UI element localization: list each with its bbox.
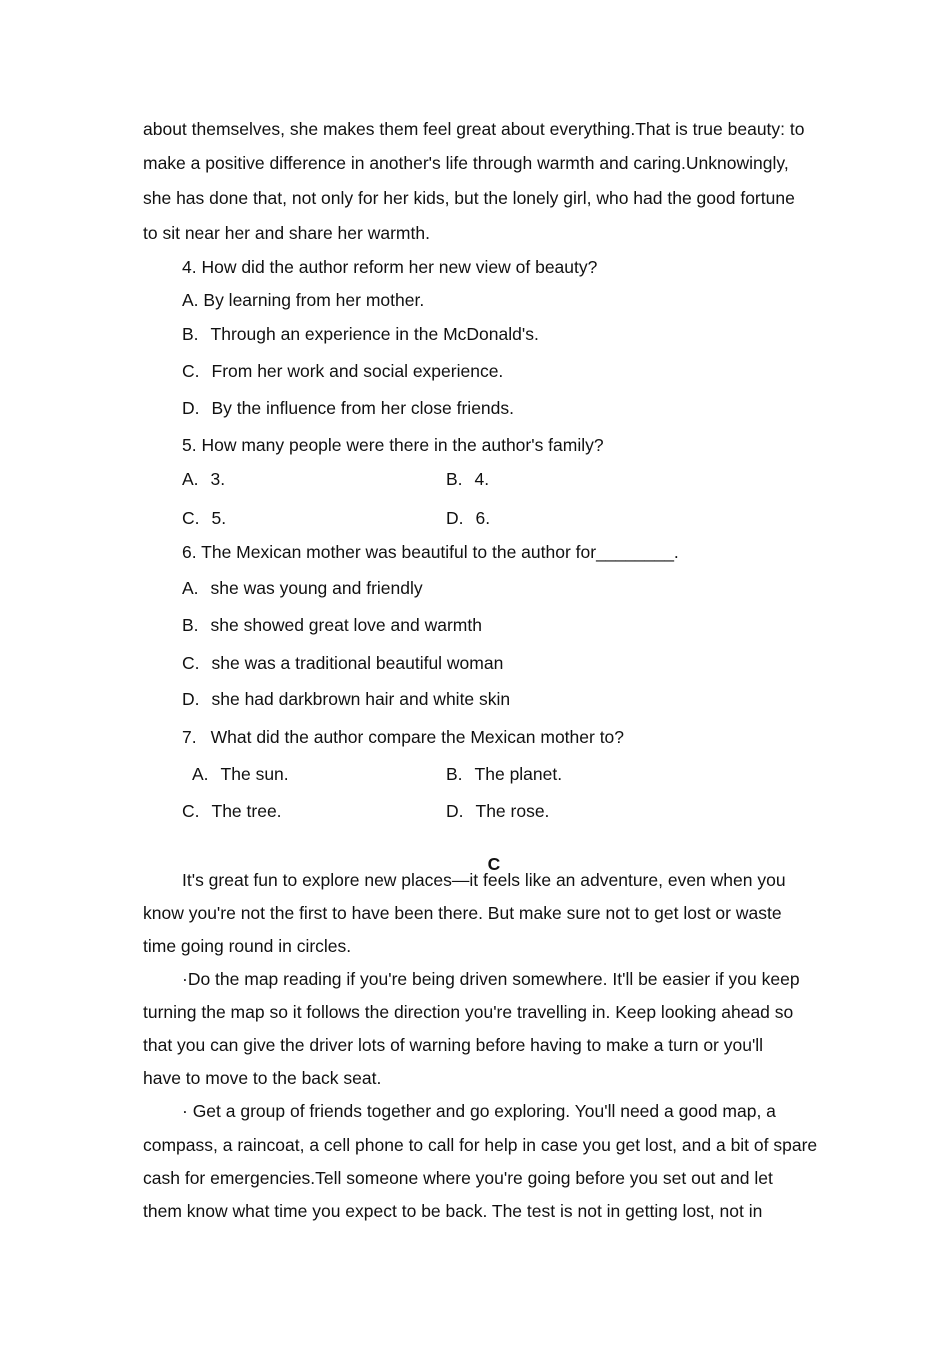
- passage-line: have to move to the back seat.: [143, 1068, 382, 1088]
- option-text: The sun.: [220, 764, 289, 784]
- option-label: D.: [182, 398, 200, 418]
- option-label: B.: [182, 615, 199, 635]
- option-label: C.: [182, 508, 200, 528]
- option-label: C.: [182, 361, 200, 381]
- option-label: A.: [182, 469, 199, 489]
- option-label: C.: [182, 653, 200, 673]
- question-number: 7.: [182, 727, 197, 747]
- passage-line: to sit near her and share her warmth.: [143, 223, 430, 243]
- option-label: A.: [182, 578, 199, 598]
- passage-line: compass, a raincoat, a cell phone to call for help in case you get lost, and a bit of spare: [143, 1135, 818, 1155]
- question-4-option-b: [182, 323, 539, 345]
- question-text: What did the author compare the Mexican mother to?: [210, 727, 625, 747]
- question-5-option-c: [182, 507, 226, 529]
- question-7-option-a: [192, 763, 289, 785]
- question-7-option-c: [182, 800, 282, 822]
- passage-line: make a positive difference in another's life through warmth and caring.Unknowingly,: [143, 153, 789, 173]
- option-text: she was young and friendly: [210, 578, 423, 598]
- option-text: 5.: [211, 508, 227, 528]
- option-text: From her work and social experience.: [211, 361, 504, 381]
- question-4-option-c: [182, 360, 503, 382]
- question-5-option-b: [446, 468, 489, 490]
- option-text: 6.: [475, 508, 491, 528]
- question-6-stem: 6. The Mexican mother was beautiful to the author for________.: [182, 542, 679, 562]
- question-4-option-a: A. By learning from her mother.: [182, 290, 425, 310]
- option-label: D.: [446, 508, 464, 528]
- option-text: she was a traditional beautiful woman: [211, 653, 504, 673]
- passage-line: cash for emergencies.Tell someone where you're going before you set out and let: [143, 1168, 773, 1188]
- option-label: B.: [446, 469, 463, 489]
- question-5-stem: 5. How many people were there in the author's family?: [182, 435, 604, 455]
- passage-line: that you can give the driver lots of warning before having to make a turn or you'll: [143, 1035, 764, 1055]
- passage-line: ·Do the map reading if you're being driven somewhere. It'll be easier if you keep: [182, 969, 800, 989]
- option-text: The rose.: [475, 801, 550, 821]
- option-text: 3.: [210, 469, 226, 489]
- option-label: B.: [446, 764, 463, 784]
- option-text: she had darkbrown hair and white skin: [211, 689, 511, 709]
- option-text: she showed great love and warmth: [210, 615, 482, 635]
- passage-line: turning the map so it follows the direction you're travelling in. Keep looking ahead so: [143, 1002, 794, 1022]
- question-7-option-d: [446, 800, 549, 822]
- option-label: A.: [192, 764, 209, 784]
- question-6-option-d: [182, 688, 510, 710]
- passage-line: time going round in circles.: [143, 936, 352, 956]
- question-5-option-a: [182, 468, 225, 490]
- passage-line: It's great fun to explore new places—it feels like an adventure, even when you: [182, 870, 786, 890]
- question-6-option-a: [182, 577, 423, 599]
- section-heading-c: C: [487, 853, 501, 874]
- option-text: The planet.: [474, 764, 563, 784]
- passage-line: she has done that, not only for her kids, but the lonely girl, who had the good fortune: [143, 188, 795, 208]
- option-text: The tree.: [211, 801, 282, 821]
- question-7-stem: [182, 726, 624, 748]
- question-6-option-b: [182, 614, 482, 636]
- option-label: D.: [182, 689, 200, 709]
- question-4-stem: 4. How did the author reform her new view of beauty?: [182, 257, 598, 277]
- question-5-option-d: [446, 507, 490, 529]
- question-7-option-b: [446, 763, 562, 785]
- option-text: By the influence from her close friends.: [211, 398, 515, 418]
- passage-line: · Get a group of friends together and go exploring. You'll need a good map, a: [182, 1101, 776, 1121]
- passage-line: them know what time you expect to be back. The test is not in getting lost, not in: [143, 1201, 763, 1221]
- option-text: 4.: [474, 469, 490, 489]
- option-label: D.: [446, 801, 464, 821]
- option-label: C.: [182, 801, 200, 821]
- question-6-option-c: [182, 652, 503, 674]
- option-text: Through an experience in the McDonald's.: [210, 324, 539, 344]
- option-label: B.: [182, 324, 199, 344]
- passage-line: know you're not the first to have been there. But make sure not to get lost or waste: [143, 903, 782, 923]
- question-4-option-d: [182, 397, 514, 419]
- passage-line: about themselves, she makes them feel great about everything.That is true beauty: to: [143, 119, 805, 139]
